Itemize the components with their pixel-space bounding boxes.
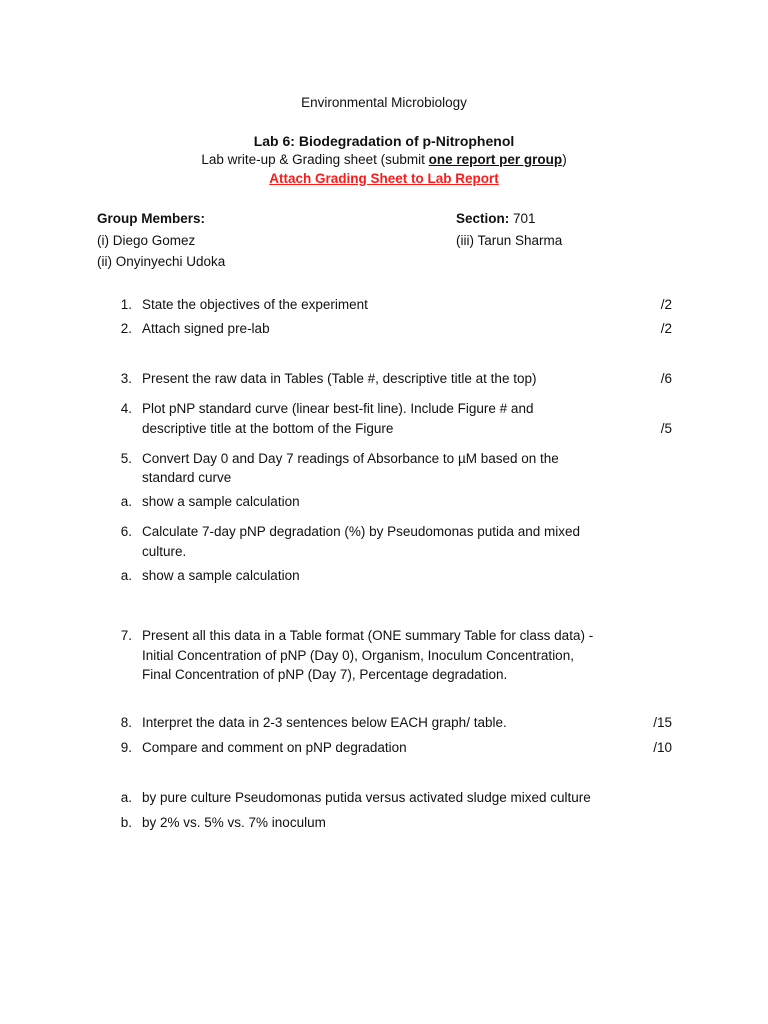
attach-note-text: Attach Grading Sheet to Lab Report [269,171,499,186]
item-number: 5. [120,451,132,466]
item-number: 7. [120,628,132,643]
item-points: /5 [660,421,672,436]
item-number: 9. [120,740,132,755]
item-text: Interpret the data in 2-3 sentences below EACH graph/ table. [142,715,507,730]
member-1: (i) Diego Gomez [97,233,196,248]
item-number: 6. [120,524,132,539]
item-number: 2. [120,321,132,336]
subtitle-post: ) [562,152,567,167]
item-number: 1. [120,297,132,312]
subtitle [0,151,768,169]
sub-item-letter: a. [120,790,132,805]
item-points: /2 [660,297,672,312]
sub-item-letter: b. [120,815,132,830]
subtitle-pre: Lab write-up & Grading sheet (submit [201,152,429,167]
item-text-line: Present all this data in a Table format (ONE summary Table for class data) - [142,628,594,643]
item-text-line: standard curve [142,470,232,485]
item-points: /10 [653,740,672,755]
item-text-line: Plot pNP standard curve (linear best-fit line). Include Figure # and [142,401,534,416]
lab-title: Lab 6: Biodegradation of p-Nitrophenol [253,133,515,149]
sub-item-letter: a. [120,568,132,583]
sub-item-text: by pure culture Pseudomonas putida versus activated sludge mixed culture [142,790,591,805]
item-text: Attach signed pre-lab [142,321,270,336]
course-title: Environmental Microbiology [301,95,467,110]
sub-item-letter: a. [120,494,132,509]
item-text-line: Final Concentration of pNP (Day 7), Percentage degradation. [142,667,508,682]
group-members-label: Group Members: [97,211,206,226]
sub-item-text: show a sample calculation [142,494,300,509]
item-number: 4. [120,401,132,416]
sub-item-text: show a sample calculation [142,568,300,583]
item-points: /6 [660,371,672,386]
item-text-line: culture. [142,544,187,559]
item-text-line: descriptive title at the bottom of the Figure [142,421,394,436]
member-2: (ii) Onyinyechi Udoka [97,254,226,269]
item-text: Present the raw data in Tables (Table #, descriptive title at the top) [142,371,537,386]
attach-note [0,170,768,188]
item-text-line: Calculate 7-day pNP degradation (%) by Pseudomonas putida and mixed [142,524,581,539]
item-text: Compare and comment on pNP degradation [142,740,407,755]
item-text: State the objectives of the experiment [142,297,368,312]
item-points: /15 [653,715,672,730]
item-points: /2 [660,321,672,336]
item-text-line: Initial Concentration of pNP (Day 0), Organism, Inoculum Concentration, [142,648,574,663]
item-text-line: Convert Day 0 and Day 7 readings of Absorbance to µM based on the [142,451,559,466]
sub-item-text: by 2% vs. 5% vs. 7% inoculum [142,815,326,830]
item-number: 8. [120,715,132,730]
item-number: 3. [120,371,132,386]
section-label: Section: [456,211,510,226]
member-3: (iii) Tarun Sharma [456,233,563,248]
subtitle-emphasis: one report per group [428,152,563,167]
section-value: 701 [513,211,536,226]
section-field [456,210,536,228]
